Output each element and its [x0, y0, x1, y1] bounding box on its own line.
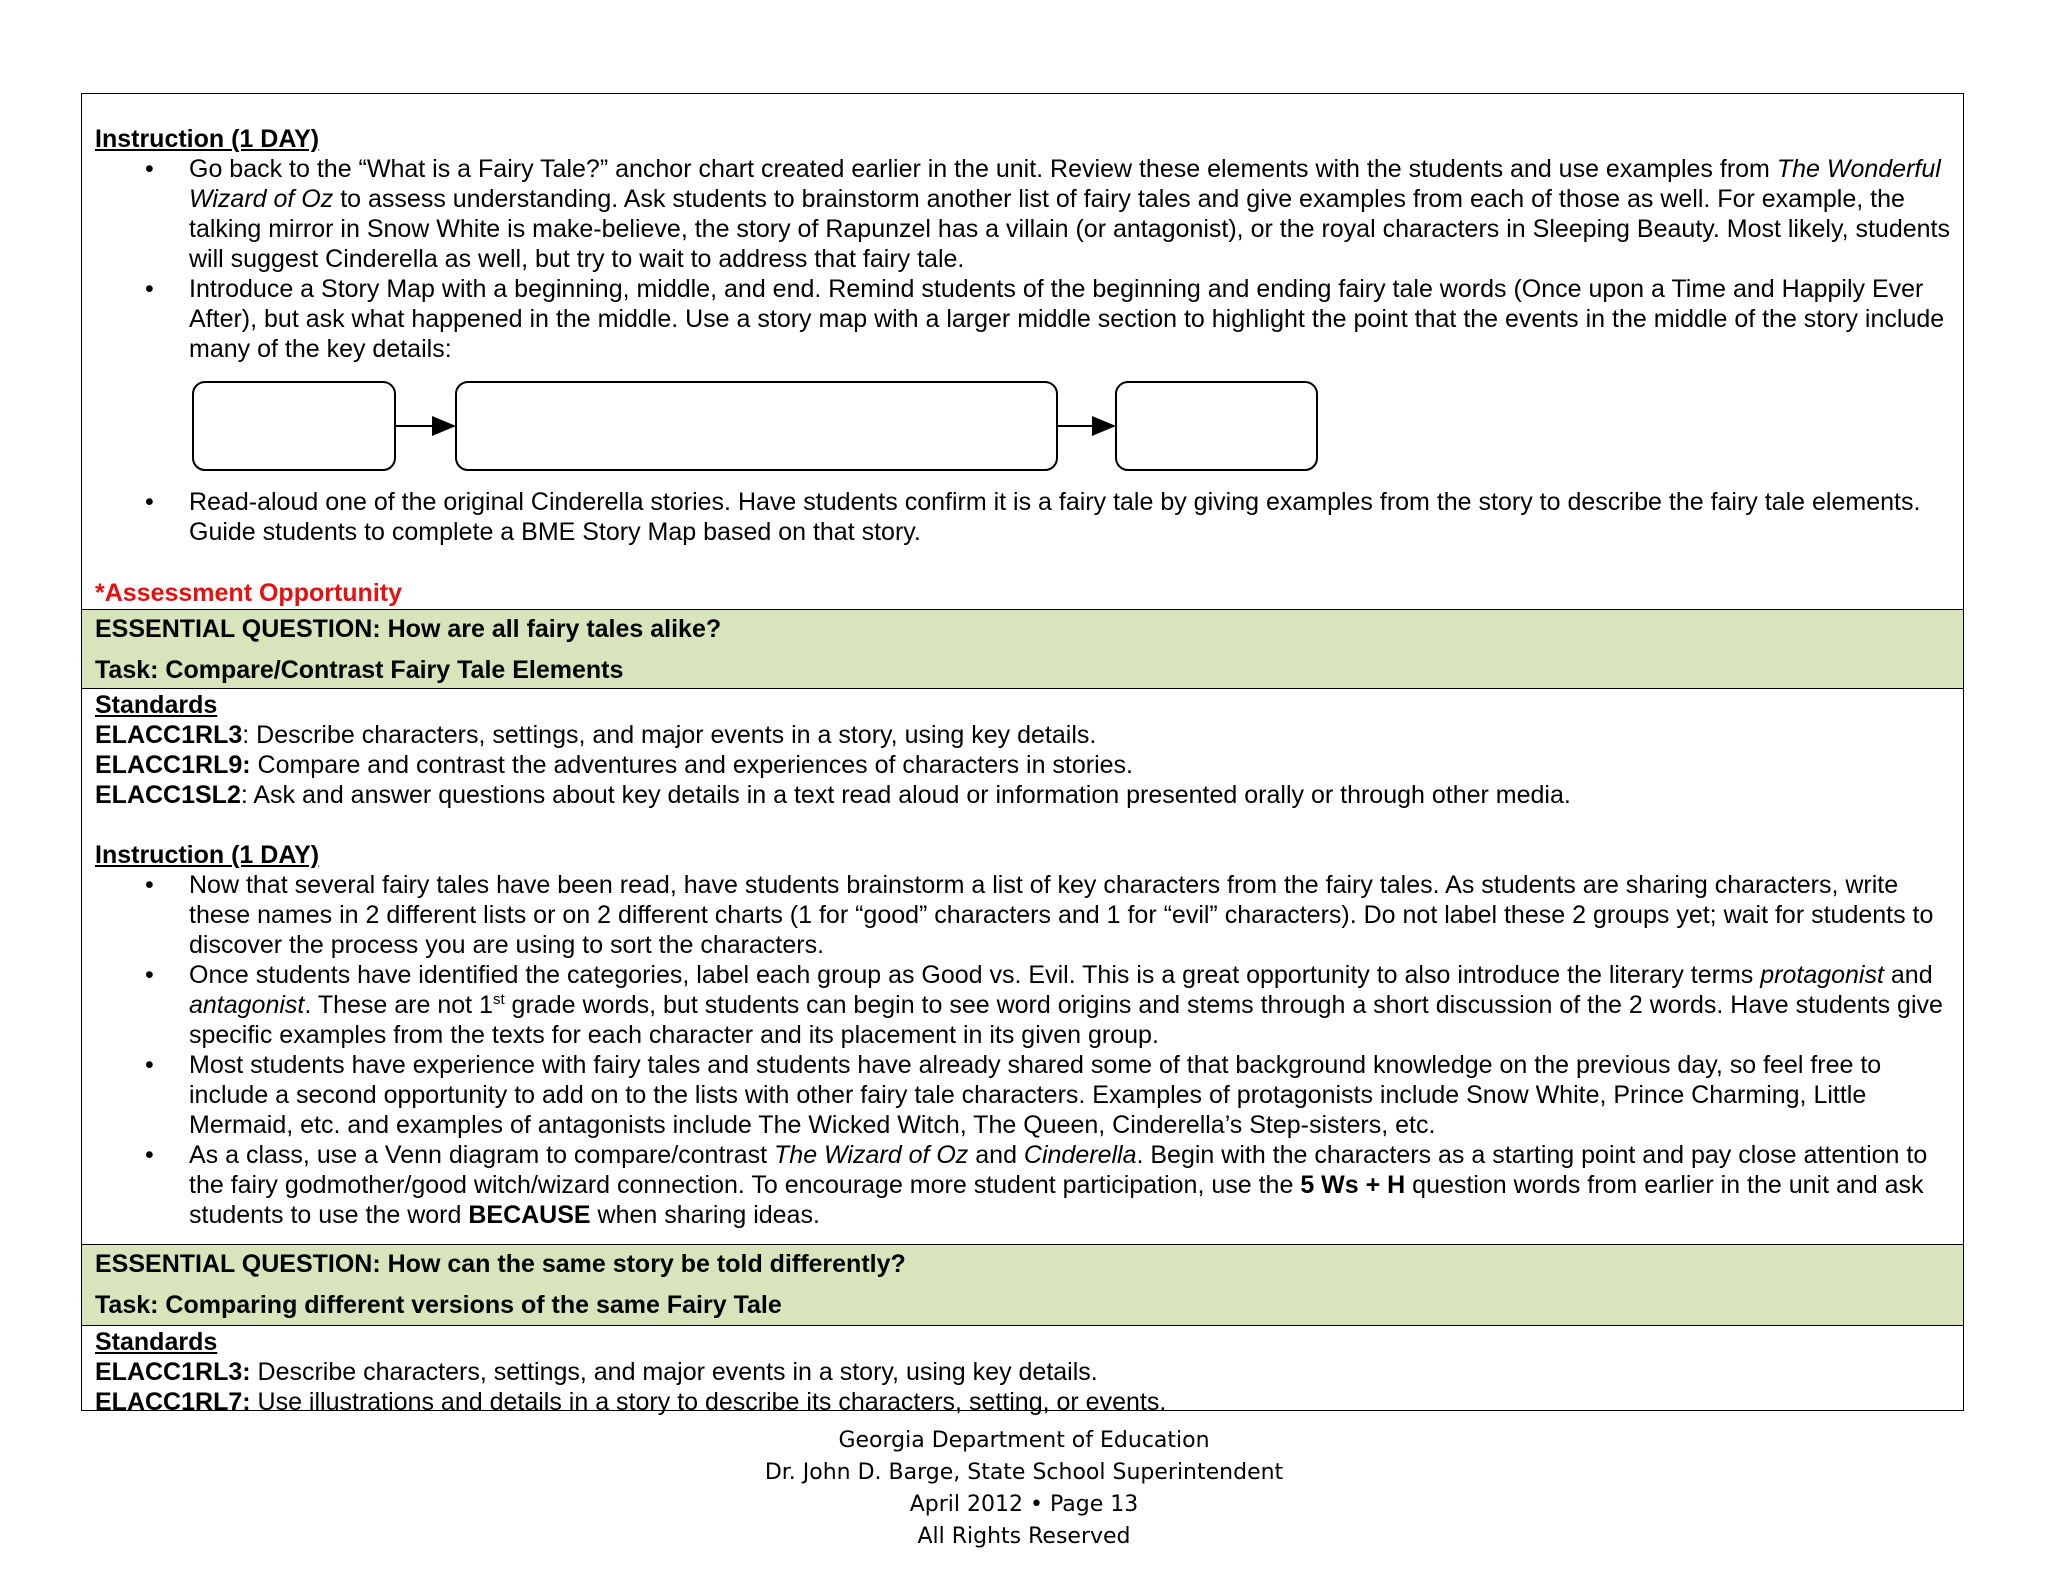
bullet-icon: • — [145, 488, 154, 516]
footer-superintendent: Dr. John D. Barge, State School Superintendent — [764, 1460, 1284, 1485]
essential-question-2: ESSENTIAL QUESTION: How can the same story be told differently? — [82, 1244, 1963, 1288]
footer-date-page: April 2012 • Page 13 — [909, 1492, 1139, 1517]
story-map-diagram — [192, 381, 1432, 481]
list-item: • Introduce a Story Map with a beginning, middle, and end. Remind students of the beginning and ending fairy tale words (Once upon a Time and Happily Ever After), but ask what happened in the middle. Use a story map with a larger middle section to highlight the point that the events in the middle of the story include many of the key details: — [145, 275, 1945, 363]
story-map-middle-box — [456, 382, 1057, 470]
bullet-icon: • — [145, 871, 154, 899]
standard-item: ELACC1RL9: Compare and contrast the adventures and experiences of characters in stories. — [95, 751, 1133, 779]
list-item: • Read-aloud one of the original Cinderella stories. Have students confirm it is a fairy tale by giving examples from the story to describe the fairy tale elements. Guide students to complete a BME Story Map based on that story. — [145, 488, 1921, 546]
bullet-icon: • — [145, 275, 154, 303]
instruction-list — [95, 870, 1950, 1230]
footer-org: Georgia Department of Education — [838, 1428, 1210, 1453]
list-item: • Most students have experience with fairy tales and students have already shared some of that background knowledge on the previous day, so feel free to include a second opportunity to add on to the lists with other fairy tale characters. Examples of protagonists include Snow White, Prince Charming, Little Mermaid, etc. and examples of antagonists include The Wicked Witch, The Queen, Cinderella’s Step-sisters, etc. — [145, 1051, 1882, 1139]
essential-question-1: ESSENTIAL QUESTION: How are all fairy tales alike? — [82, 609, 1963, 653]
instruction-heading: Instruction (1 DAY) — [95, 841, 320, 869]
story-map-end-box — [1116, 382, 1317, 470]
assessment-opportunity: *Assessment Opportunity — [95, 579, 403, 607]
lesson-table — [81, 93, 1964, 1416]
instruction-section-1 — [82, 124, 1963, 364]
bullet-icon: • — [145, 155, 154, 183]
task-2: Task: Comparing different versions of the same Fairy Tale — [82, 1286, 1963, 1326]
list-item: • Now that several fairy tales have been read, have students brainstorm a list of key characters from the fairy tales. As students are sharing characters, write these names in 2 different lists or on 2 different charts (1 for “good” characters and 1 for “evil” characters). Do not label these 2 groups yet; wait for students to discover the process you are using to sort the characters. — [145, 871, 1934, 959]
standard-item: ELACC1RL3: Describe characters, settings, and major events in a story, using key details. — [95, 721, 1097, 749]
list-item: • Go back to the “What is a Fairy Tale?” anchor chart created earlier in the unit. Review these elements with the students and use examples from The Wonderful Wizard of Oz to assess understanding. Ask students to brainstorm another list of fairy tales and give examples from each of those as well. For example, the talking mirror in Snow White is make-believe, the story of Rapunzel has a villain (or antagonist), or the royal characters in Sleeping Beauty. Most likely, students will suggest Cinderella as well, but try to wait to address that fairy tale. — [145, 155, 1950, 273]
bullet-icon: • — [145, 961, 154, 989]
standard-item: ELACC1RL3: Describe characters, settings, and major events in a story, using key details. — [95, 1358, 1098, 1386]
standard-item: ELACC1RL7: Use illustrations and details in a story to describe its characters, setting, or events. — [95, 1388, 1167, 1416]
page-footer — [0, 1425, 2048, 1553]
instruction-list — [95, 154, 1950, 364]
task-1: Task: Compare/Contrast Fairy Tale Elements — [82, 651, 1963, 689]
list-item: • As a class, use a Venn diagram to compare/contrast The Wizard of Oz and Cinderella. Begin with the characters as a starting point and pay close attention to the fairy godmother/good witch/wizard connection. To encourage more student participation, use the 5 Ws + H question words from earlier in the unit and ask students to use the word BECAUSE when sharing ideas. — [145, 1141, 1928, 1229]
standards-section-2 — [82, 690, 1963, 1230]
standards-heading: Standards — [95, 1328, 218, 1356]
bullet-icon: • — [145, 1051, 154, 1079]
standards-heading: Standards — [95, 691, 218, 719]
bullet-icon: • — [1030, 1492, 1043, 1517]
bullet-icon: • — [145, 1141, 154, 1169]
story-map-beginning-box — [193, 382, 395, 470]
instruction-section-1-continued — [82, 487, 1963, 547]
footer-rights: All Rights Reserved — [917, 1524, 1131, 1549]
list-item: • Once students have identified the categories, label each group as Good vs. Evil. This is a great opportunity to also introduce the literary terms protagonist and antagonist. These are not 1st grade words, but students can begin to see word origins and stems through a short discussion of the 2 words. Have students give specific examples from the texts for each character and its placement in its given group. — [145, 961, 1943, 1049]
instruction-heading: Instruction (1 DAY) — [95, 125, 320, 153]
standards-section-3 — [82, 1327, 1963, 1417]
standard-item: ELACC1SL2: Ask and answer questions about key details in a text read aloud or information presented orally or through other media. — [95, 781, 1571, 809]
